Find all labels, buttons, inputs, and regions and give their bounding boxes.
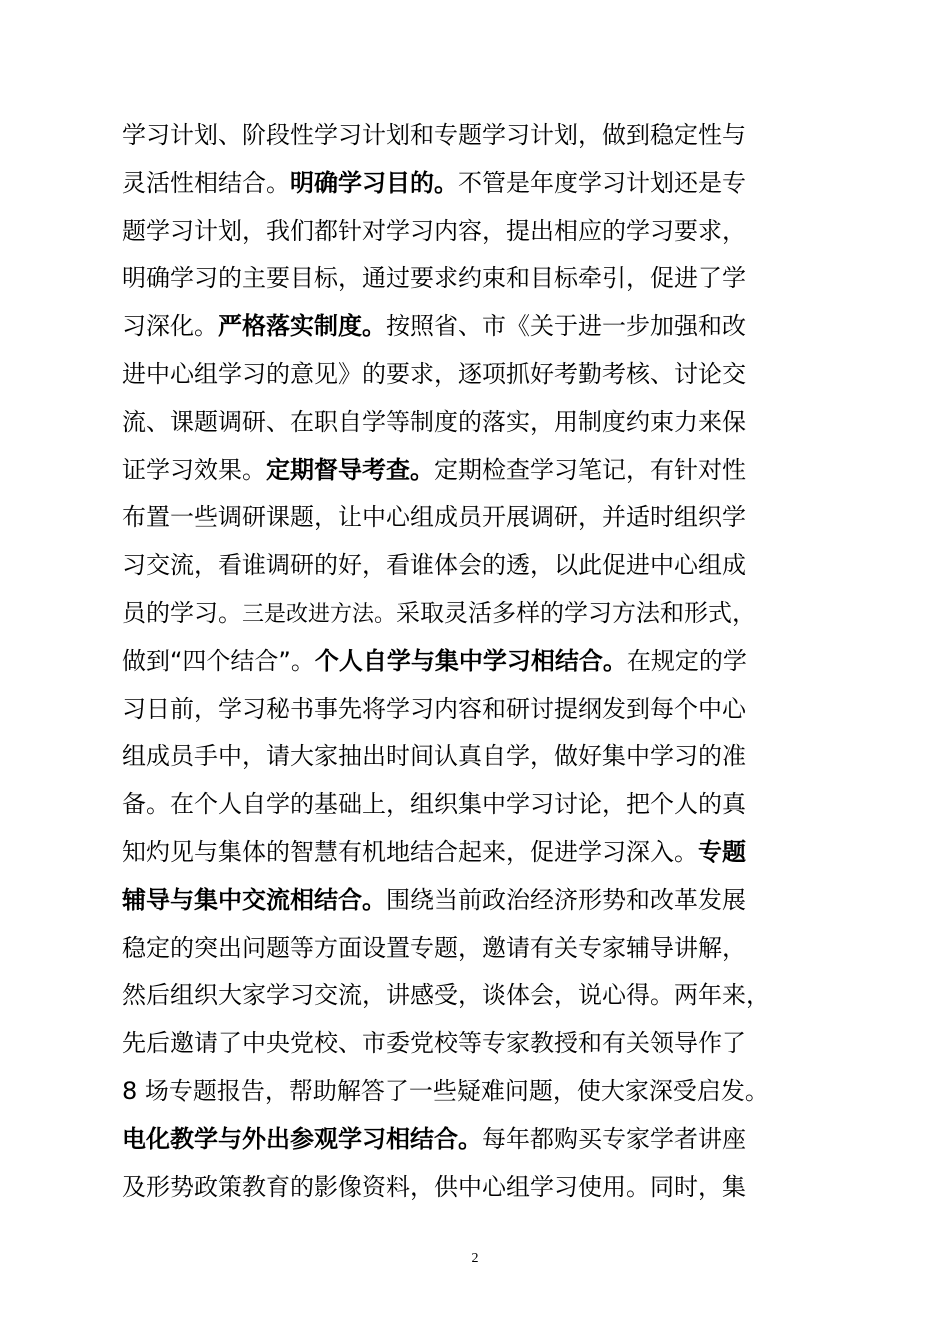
body-text-segment: 做到“四个结合”。: [122, 646, 315, 675]
body-text-segment: 每年都购买专家学者讲座: [482, 1124, 746, 1153]
bold-heading-text: 专题: [698, 837, 746, 866]
body-text-segment: 习日前，学习秘书事先将学习内容和研讨提纲发到每个中心: [122, 694, 746, 723]
text-line: [122, 1068, 834, 1116]
body-text-segment: 然后组织大家学习交流，讲感受，谈体会，说心得。两年来，: [122, 981, 770, 1010]
section-heading-text: 三是改进方法。: [242, 601, 397, 627]
body-text-segment: 流、课题调研、在职自学等制度的落实，用制度约束力来保: [122, 407, 746, 436]
text-line: [122, 1116, 834, 1164]
body-text-segment: 知灼见与集体的智慧有机地结合起来，促进学习深入。: [122, 837, 698, 866]
text-line: [122, 925, 834, 973]
bold-heading-text: 辅导与集中交流相结合。: [122, 885, 386, 914]
body-text-segment: 学习计划、阶段性学习计划和专题学习计划，做到稳定性与: [122, 121, 746, 149]
body-text-segment: 采取灵活多样的学习方法和形式，: [396, 598, 757, 627]
text-line: [122, 494, 834, 542]
body-text-segment: 稳定的突出问题等方面设置专题，邀请有关专家辅导讲解，: [122, 933, 746, 962]
bold-heading-text: 电化教学与外出参观学习相结合。: [122, 1124, 482, 1153]
text-line: [122, 829, 834, 877]
body-text-segment: 证学习效果。: [122, 455, 266, 484]
body-text-segment: 及形势政策教育的影像资料，供中心组学习使用。同时，集: [122, 1172, 746, 1201]
text-line: [122, 303, 834, 351]
body-text-segment: 习深化。: [122, 312, 218, 341]
bold-heading-text: 个人自学与集中学习相结合。: [314, 646, 627, 675]
body-text-segment: 按照省、市《关于进一步加强和改: [386, 312, 746, 341]
text-line: [122, 208, 834, 256]
bold-heading-text: 明确学习目的。: [290, 168, 458, 197]
text-line: [122, 160, 834, 208]
bold-heading-text: 严格落实制度。: [218, 312, 386, 341]
body-text-segment: 定期检查学习笔记，有针对性: [434, 455, 746, 484]
body-text-segment: 明确学习的主要目标，通过要求约束和目标牵引，促进了学: [122, 264, 746, 293]
body-text-segment: 组成员手中，请大家抽出时间认真自学，做好集中学习的准: [122, 742, 746, 771]
text-line: [122, 542, 834, 590]
body-text-segment: 围绕当前政治经济形势和改革发展: [386, 885, 746, 914]
body-text-segment: 进中心组学习的意见》的要求，逐项抓好考勤考核、讨论交: [122, 359, 746, 388]
text-line: [122, 1020, 834, 1068]
page-number: 2: [471, 1251, 479, 1266]
body-text-segment: 不管是年度学习计划还是专: [458, 168, 746, 197]
text-line: [122, 447, 834, 495]
text-line: [122, 972, 834, 1020]
text-line: [122, 686, 834, 734]
bold-heading-text: 定期督导考查。: [266, 455, 434, 484]
body-text-segment: 题学习计划，我们都针对学习内容，提出相应的学习要求，: [122, 216, 746, 245]
body-text: [122, 112, 834, 1211]
text-line: [122, 590, 834, 638]
text-line: [122, 1164, 834, 1212]
body-text-segment: 先后邀请了中央党校、市委党校等专家教授和有关领导作了: [122, 1029, 746, 1058]
body-text-segment: 8 场专题报告，帮助解答了一些疑难问题，使大家深受启发。: [122, 1076, 769, 1105]
text-line: [122, 112, 834, 160]
text-line: [122, 877, 834, 925]
text-line: [122, 733, 834, 781]
text-line: [122, 781, 834, 829]
text-line: [122, 638, 834, 686]
body-text-segment: 备。在个人自学的基础上，组织集中学习讨论，把个人的真: [122, 790, 746, 819]
body-text-segment: 布置一些调研课题，让中心组成员开展调研，并适时组织学: [122, 503, 746, 532]
body-text-segment: 在规定的学: [626, 646, 747, 675]
text-line: [122, 399, 834, 447]
body-text-segment: 习交流，看谁调研的好，看谁体会的透，以此促进中心组成: [122, 551, 746, 580]
body-text-segment: 灵活性相结合。: [122, 168, 290, 197]
text-line: [122, 351, 834, 399]
body-text-segment: 员的学习。: [122, 598, 242, 627]
text-line: [122, 255, 834, 303]
